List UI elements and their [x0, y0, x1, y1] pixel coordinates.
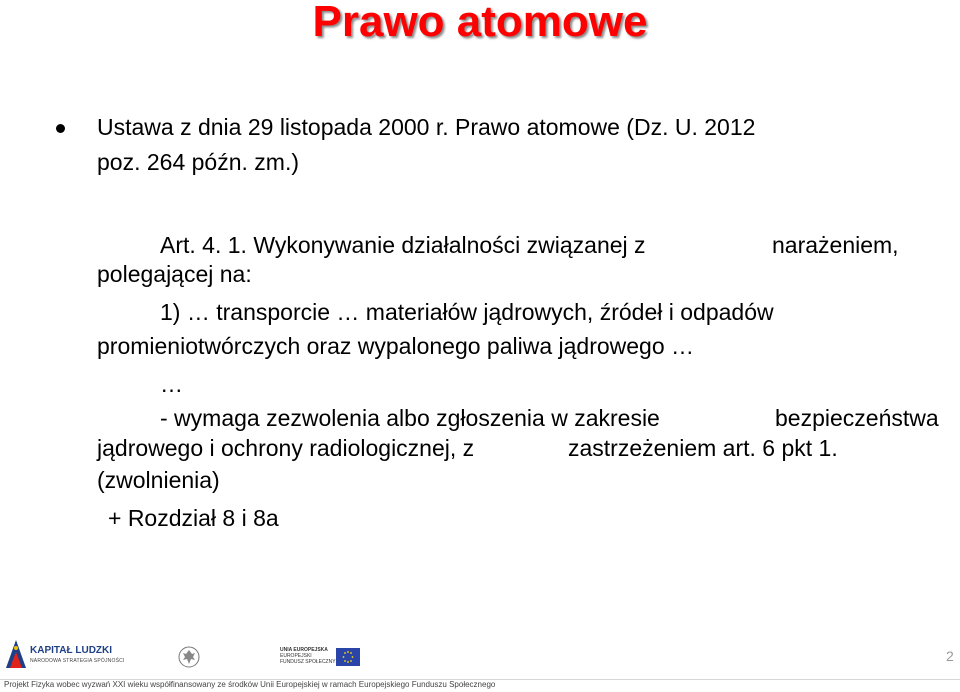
ellipsis-line: …	[160, 371, 183, 397]
requirement-line-2-start: jądrowego i ochrony radiologicznej, z	[97, 435, 475, 461]
eu-flag-icon	[336, 648, 360, 666]
chapter-reference: + Rozdział 8 i 8a	[108, 505, 279, 531]
requirement-line-3: (zwolnienia)	[97, 467, 220, 493]
slide-title: Prawo atomowe	[312, 0, 648, 46]
requirement-line-1-end: bezpieczeństwa	[775, 405, 939, 431]
eu-label-line-3: FUNDUSZ SPOŁECZNY	[280, 659, 336, 665]
requirement-line-2-end: zastrzeżeniem art. 6 pkt 1.	[568, 435, 838, 461]
article-line-1-start: Art. 4. 1. Wykonywanie działalności związanej z	[160, 232, 646, 258]
article-line-1-end: narażeniem,	[772, 232, 899, 258]
requirement-line-1-start: - wymaga zezwolenia albo zgłoszenia w zakresie	[160, 405, 660, 431]
bullet-text-line-2: poz. 264 późn. zm.)	[97, 149, 299, 175]
item-1-line-1: 1) … transporcie … materiałów jądrowych, źródeł i odpadów	[160, 299, 774, 325]
eu-label	[280, 647, 336, 665]
article-line-2: polegającej na:	[97, 261, 252, 287]
kapital-ludzki-logo-icon	[4, 638, 28, 672]
item-1-line-2: promieniotwórczych oraz wypalonego paliwa jądrowego …	[97, 333, 695, 359]
eagle-seal-icon	[178, 645, 200, 669]
eu-label-line-2: EUROPEJSKI	[280, 653, 312, 659]
bullet-text-line-1: Ustawa z dnia 29 listopada 2000 r. Prawo atomowe (Dz. U. 2012	[97, 114, 756, 140]
bullet-dot-icon	[56, 124, 65, 133]
kapital-ludzki-subtitle: NARODOWA STRATEGIA SPÓJNOŚCI	[30, 658, 125, 664]
page-number: 2	[946, 648, 954, 664]
eu-label-line-1: UNIA EUROPEJSKA	[280, 647, 328, 653]
project-footer-text: Projekt Fizyka wobec wyzwań XXI wieku współfinansowany ze środków Unii Europejskiej w ramach Europejskiego Funduszu Społecznego	[4, 680, 496, 689]
kapital-ludzki-title: KAPITAŁ LUDZKI	[30, 645, 113, 656]
